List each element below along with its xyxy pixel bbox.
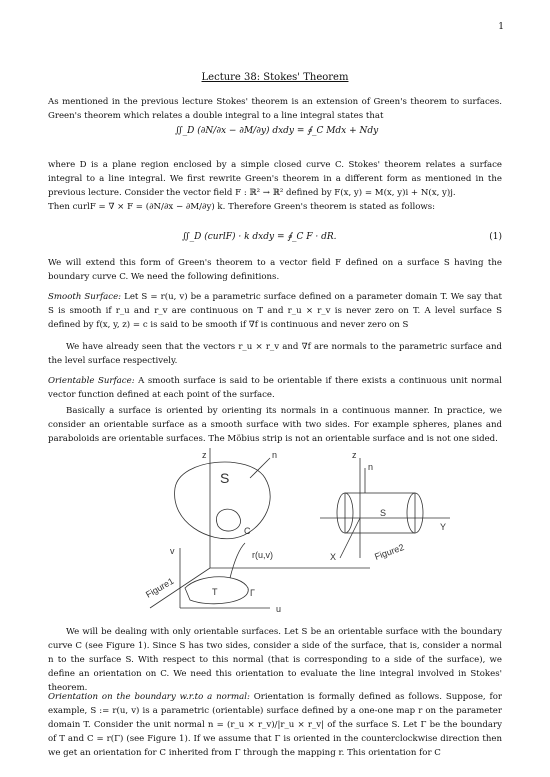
paragraph-extend: We will extend this form of Green's theorem to a vector field F defined on a surface S having the boundary curve C. We need the following definitions. xyxy=(48,258,502,282)
figure-hand-drawn xyxy=(140,448,460,613)
page-number: 1 xyxy=(498,22,504,32)
equation-number: (1) xyxy=(489,232,502,242)
paragraph-green-form: where D is a plane region enclosed by a simple closed curve C. Stokes' theorem relates a surface integral to a line integral. We first rewrite Green's theorem in a different form as mentioned in the previous lecture. Consider the vector field F : ℝ² → ℝ² defined by F(x, y) = M(x, y)i + N(x, y)j. xyxy=(48,160,502,198)
equation-curl-form: ∬_D (curlF) · k dxdy = ∮_C F · dR. xyxy=(182,232,337,242)
fig2-x-axis xyxy=(340,518,360,558)
fig1-label-gamma: Γ xyxy=(250,588,255,598)
fig1-label-c: C xyxy=(244,526,251,536)
paragraph-intro: As mentioned in the previous lecture Stokes' theorem is an extension of Green's theorem to surfaces. Green's theorem which relates a double integral to a line integral states that xyxy=(48,97,502,121)
definition-boundary-text: Orientation is formally defined as follows. Suppose, for example, S := r(u, v) is a parametric (orientable) surface defined by a one-one map r on the parameter domain T. Consider the unit normal n = (r_u × r_v)/|r_u × r_v| of the surface S. Let Γ be the boundary of T and C = r(Γ) (see Figure 1). If we assume that Γ is oriented in the counterclockwise direction then we get an orientation for C inherited from Γ through the mapping r. This orientation for C xyxy=(48,692,502,758)
fig1-boundary-c xyxy=(216,509,240,531)
lecture-title: Lecture 38: Stokes' Theorem xyxy=(201,72,349,83)
term-boundary-orientation: Orientation on the boundary w.r.to a normal: xyxy=(48,692,250,702)
definition-orientable-text: A smooth surface is said to be orientable if there exists a continuous unit normal vector function defined at each point of the surface. xyxy=(48,376,503,400)
paragraph-orientable-only: We will be dealing with only orientable surfaces. Let S be an orientable surface with the boundary curve C (see Figure 1). Since S has two sides, consider a side of the surface, that is, consider a normal n to the surface S. With respect to this normal (that is corresponding to a side of the surface), we define an orientation on C. We need this orientation to evaluate the line integral involved in Stokes' theorem. xyxy=(48,627,502,693)
fig1-label-u: u xyxy=(276,604,282,613)
definition-orientable xyxy=(48,374,502,402)
fig2-label-z: z xyxy=(352,450,357,460)
paragraph-normals: We have already seen that the vectors r_u × r_v and ∇f are normals to the parametric surface and the level surface respectively. xyxy=(48,342,502,366)
fig1-label-s: S xyxy=(220,470,230,486)
fig1-label-z: z xyxy=(202,450,207,460)
fig1-mapping-arrow xyxy=(230,543,245,578)
fig1-label-n: n xyxy=(272,450,278,460)
fig1-label-r: r(u,v) xyxy=(252,550,273,560)
fig2-label-y: Y xyxy=(440,522,447,532)
fig2-label-n: n xyxy=(368,462,374,472)
fig2-label-x: X xyxy=(330,552,337,562)
paragraph-curl: Then curlF = ∇ × F = (∂N/∂x − ∂M/∂y) k. Therefore Green's theorem is stated as follows: xyxy=(48,202,436,212)
fig1-caption: Figure1 xyxy=(144,575,176,600)
definition-smooth-text: Let S = r(u, v) be a parametric surface defined on a parameter domain T. We say that S is smooth if r_u and r_v are continuous on T and r_u × r_v is never zero on T. A level surface S defined by f(x, y, z) = c is said to be smooth if ∇f is continuous and never zero on S xyxy=(48,292,503,330)
term-orientable-surface: Orientable Surface: xyxy=(48,376,135,386)
equation-green: ∬_D (∂N/∂x − ∂M/∂y) dxdy = ∮_C Mdx + Ndy xyxy=(175,126,379,136)
paragraph-orientation: Basically a surface is oriented by orienting its normals in a continuous manner. In practice, we consider an orientable surface as a smooth surface with two sides. For example spheres, planes and paraboloids are orientable surfaces. The Möbius strip is not an orientable surface and is not one sided. xyxy=(48,406,502,444)
fig2-caption: Figure2 xyxy=(373,542,406,562)
fig1-label-v: v xyxy=(170,546,175,556)
fig1-label-t: T xyxy=(212,587,218,597)
fig2-label-s: S xyxy=(380,508,387,518)
term-smooth-surface: Smooth Surface: xyxy=(48,292,122,302)
definition-boundary-orientation xyxy=(48,690,502,760)
definition-smooth xyxy=(48,290,502,332)
